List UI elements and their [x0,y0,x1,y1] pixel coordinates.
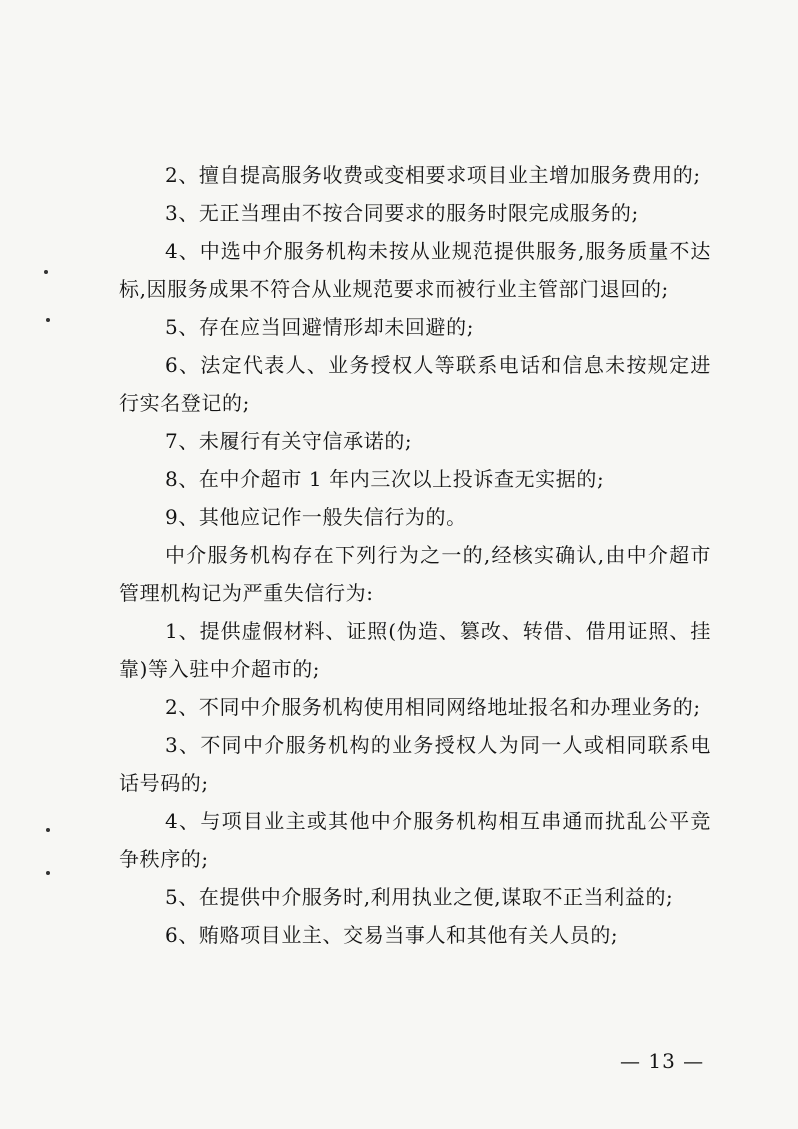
paragraph: 3、无正当理由不按合同要求的服务时限完成服务的; [165,201,639,225]
paragraph: 5、存在应当回避情形却未回避的; [165,315,475,339]
paragraph: 4、与项目业主或其他中介服务机构相互串通而扰乱公平竞争秩序的; [119,809,711,871]
page-number: — 13 — [620,1049,705,1073]
margin-dot [44,270,48,274]
paragraph: 4、中选中介服务机构未按从业规范提供服务,服务质量不达标,因服务成果不符合从业规范要求而被行业主管部门退回的; [119,239,711,301]
paragraph: 6、贿赂项目业主、交易当事人和其他有关人员的; [165,923,619,947]
paragraph: 1、提供虚假材料、证照(伪造、篡改、转借、借用证照、挂靠)等入驻中介超市的; [119,619,711,681]
margin-dot [46,318,50,322]
paragraph: 2、擅自提高服务收费或变相要求项目业主增加服务费用的; [165,163,701,187]
paragraph: 6、法定代表人、业务授权人等联系电话和信息未按规定进行实名登记的; [119,353,711,415]
document-body [119,156,711,954]
paragraph: 8、在中介超市 1 年内三次以上投诉查无实据的; [165,467,605,491]
paragraph: 3、不同中介服务机构的业务授权人为同一人或相同联系电话号码的; [119,733,711,795]
margin-dot [46,828,50,832]
paragraph: 7、未履行有关守信承诺的; [165,429,413,453]
paragraph: 2、不同中介服务机构使用相同网络地址报名和办理业务的; [165,695,701,719]
paragraph: 中介服务机构存在下列行为之一的,经核实确认,由中介超市管理机构记为严重失信行为: [119,543,711,605]
paragraph: 5、在提供中介服务时,利用执业之便,谋取不正当利益的; [165,885,674,909]
margin-dot [46,871,50,875]
paragraph: 9、其他应记作一般失信行为的。 [165,505,467,529]
